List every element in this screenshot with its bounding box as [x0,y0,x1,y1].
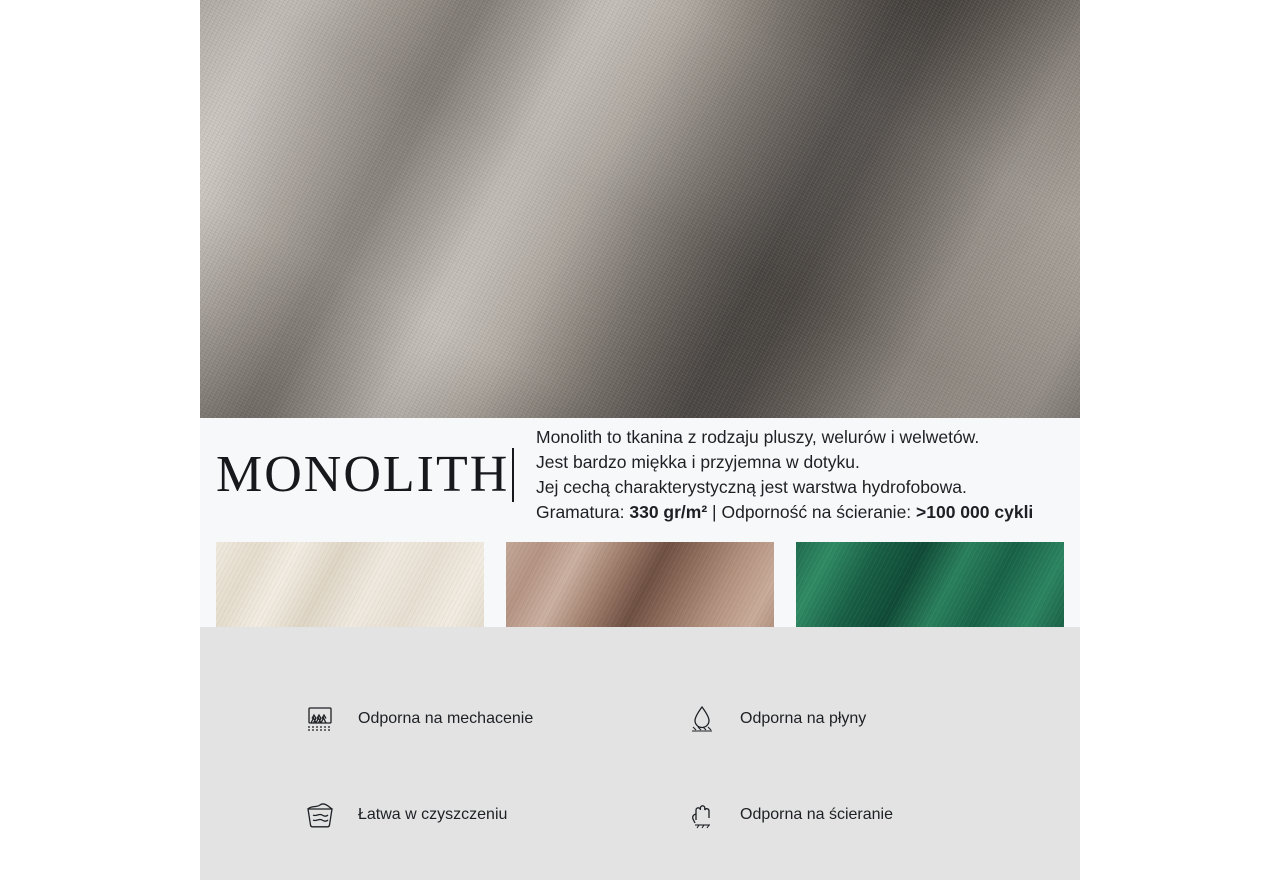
feature-liquid-label: Odporna na płyny [740,710,867,727]
description-line-3: Jej cechą charakterystyczną jest warstwa hydrofobowa. [536,477,967,497]
pilling-resistance-icon [300,699,340,739]
feature-abrasion [682,795,1064,835]
abrasion-label: Odporność na ścieranie: [721,501,917,522]
hero-fabric-image [200,0,1080,418]
weight-value: 330 gr/m² [629,501,708,522]
spec-separator: | [707,501,722,522]
description-text [536,425,1052,524]
brand-title: MONOLITH [216,446,510,503]
hero-vignette [200,0,1080,418]
feature-liquid [682,699,1064,739]
easy-clean-icon [300,795,340,835]
feature-easy-clean-label: Łatwa w czyszczeniu [358,806,508,823]
product-card [200,0,1080,880]
description-line-1: Monolith to tkanina z rodzaju pluszy, welurów i welwetów. [536,427,980,448]
description-specs [536,500,1052,525]
features-grid [200,699,1080,835]
feature-pilling [300,699,682,739]
abrasion-resistance-icon [682,795,722,835]
liquid-resistance-icon [682,699,722,739]
description-line-2: Jest bardzo miękka i przyjemna w dotyku. [536,452,860,473]
features-section [200,627,1080,880]
feature-abrasion-label: Odporna na ścieranie [740,806,893,823]
feature-easy-clean [300,795,682,835]
feature-pilling-label: Odporna na mechacenie [358,710,534,727]
vertical-divider [512,448,514,502]
weight-label: Gramatura: [536,501,630,522]
abrasion-value: >100 000 cykli [916,501,1034,522]
title-description-block [200,418,1080,526]
